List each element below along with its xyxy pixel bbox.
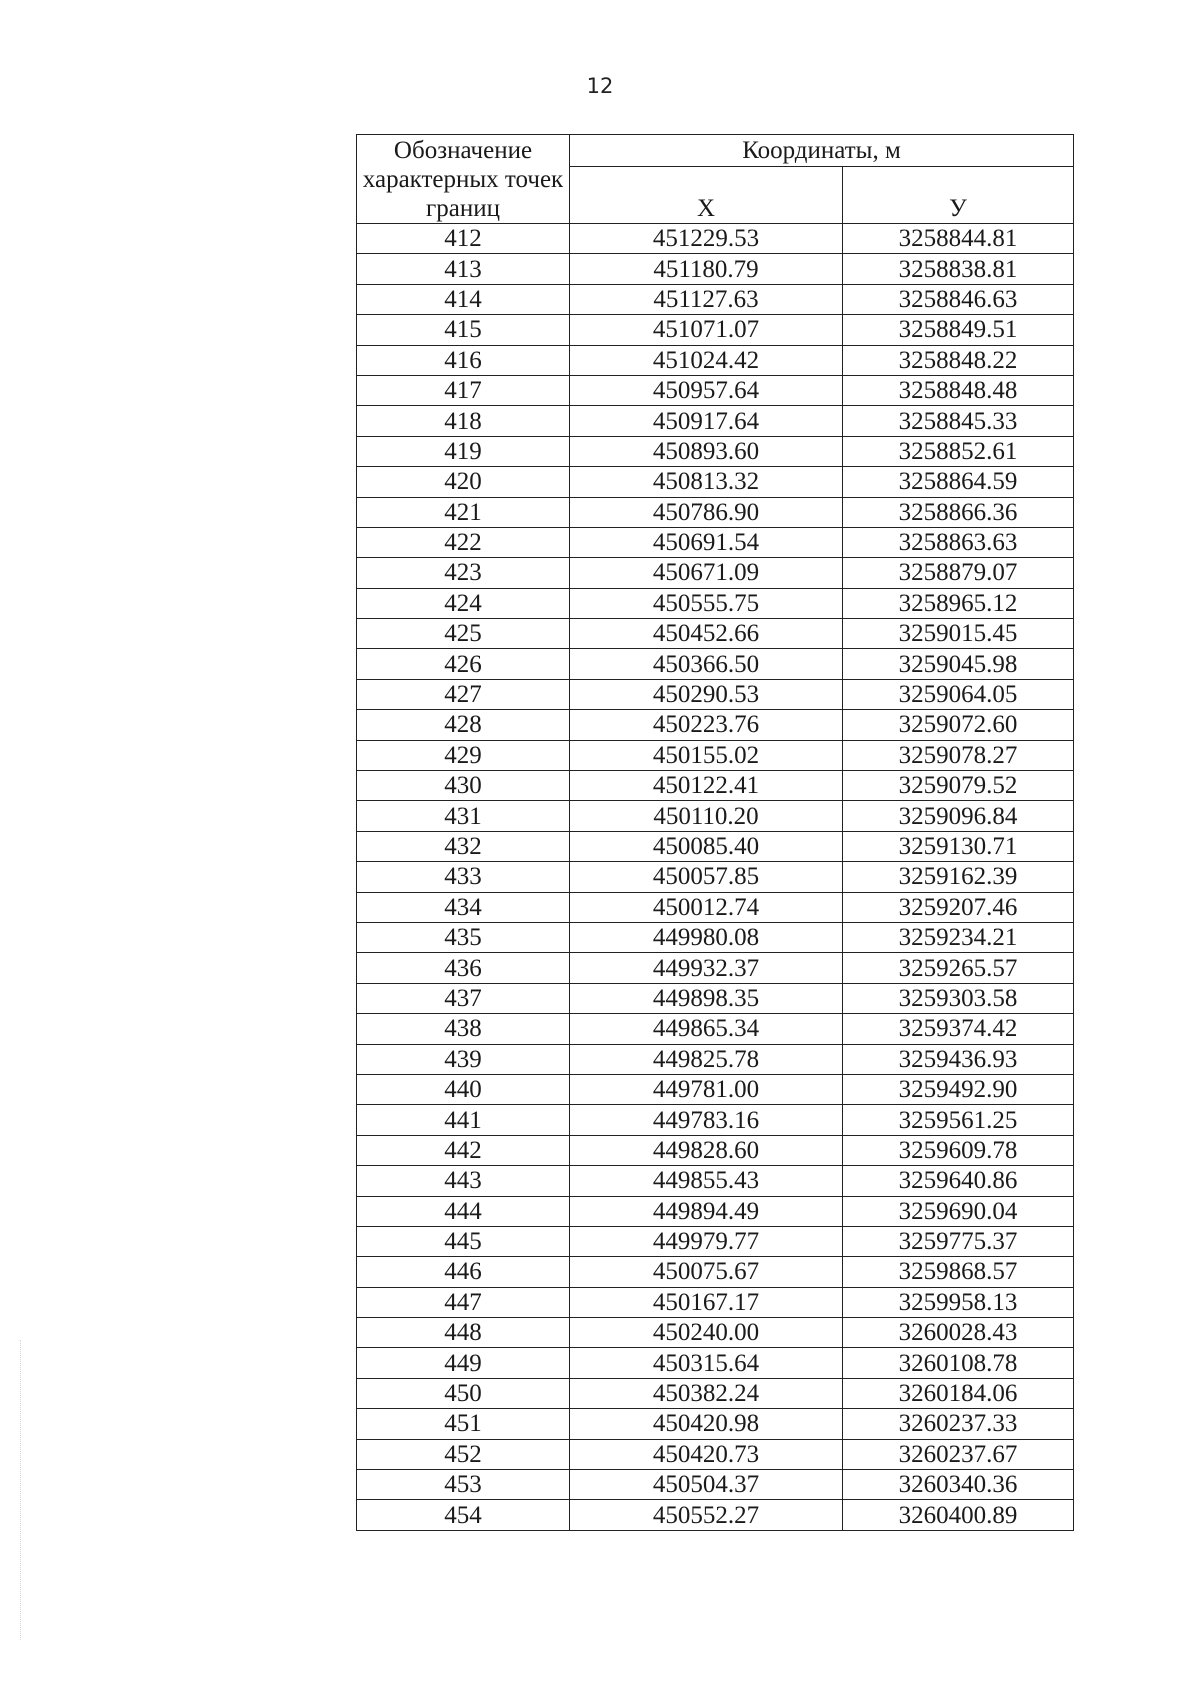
cell-y: 3259374.42 xyxy=(843,1014,1074,1044)
cell-x: 450012.74 xyxy=(570,892,843,922)
table-body xyxy=(357,224,1074,1531)
table-row xyxy=(357,1287,1074,1317)
cell-point: 443 xyxy=(357,1166,570,1196)
cell-x: 450957.64 xyxy=(570,375,843,405)
cell-y: 3258864.59 xyxy=(843,467,1074,497)
cell-y: 3259561.25 xyxy=(843,1105,1074,1135)
coordinates-table xyxy=(356,134,1074,1531)
table-row xyxy=(357,284,1074,314)
table-row xyxy=(357,1378,1074,1408)
cell-y: 3260237.33 xyxy=(843,1409,1074,1439)
cell-y: 3260184.06 xyxy=(843,1378,1074,1408)
cell-x: 451180.79 xyxy=(570,254,843,284)
cell-x: 450085.40 xyxy=(570,831,843,861)
cell-point: 421 xyxy=(357,497,570,527)
cell-point: 434 xyxy=(357,892,570,922)
cell-x: 450122.41 xyxy=(570,771,843,801)
cell-y: 3260340.36 xyxy=(843,1470,1074,1500)
cell-y: 3259234.21 xyxy=(843,922,1074,952)
cell-point: 425 xyxy=(357,619,570,649)
cell-point: 446 xyxy=(357,1257,570,1287)
cell-y: 3258838.81 xyxy=(843,254,1074,284)
table-row xyxy=(357,771,1074,801)
header-coordinates: Координаты, м xyxy=(570,135,1074,167)
cell-y: 3258848.22 xyxy=(843,345,1074,375)
cell-x: 449898.35 xyxy=(570,983,843,1013)
cell-point: 433 xyxy=(357,862,570,892)
table-row xyxy=(357,1409,1074,1439)
cell-point: 438 xyxy=(357,1014,570,1044)
cell-point: 432 xyxy=(357,831,570,861)
cell-point: 436 xyxy=(357,953,570,983)
cell-y: 3258848.48 xyxy=(843,375,1074,405)
table-row xyxy=(357,436,1074,466)
cell-x: 450671.09 xyxy=(570,558,843,588)
scan-artifact xyxy=(20,1340,23,1640)
cell-x: 449783.16 xyxy=(570,1105,843,1135)
cell-y: 3260237.67 xyxy=(843,1439,1074,1469)
cell-x: 450813.32 xyxy=(570,467,843,497)
cell-y: 3259690.04 xyxy=(843,1196,1074,1226)
cell-x: 450504.37 xyxy=(570,1470,843,1500)
cell-y: 3258866.36 xyxy=(843,497,1074,527)
cell-x: 450420.73 xyxy=(570,1439,843,1469)
cell-point: 447 xyxy=(357,1287,570,1317)
table-row xyxy=(357,1348,1074,1378)
cell-point: 440 xyxy=(357,1074,570,1104)
cell-point: 423 xyxy=(357,558,570,588)
cell-x: 449865.34 xyxy=(570,1014,843,1044)
cell-x: 451229.53 xyxy=(570,224,843,254)
table-row xyxy=(357,740,1074,770)
cell-point: 428 xyxy=(357,710,570,740)
cell-point: 419 xyxy=(357,436,570,466)
cell-point: 416 xyxy=(357,345,570,375)
table-row xyxy=(357,892,1074,922)
cell-y: 3259130.71 xyxy=(843,831,1074,861)
cell-point: 414 xyxy=(357,284,570,314)
table-row xyxy=(357,1166,1074,1196)
header-x: Х xyxy=(570,167,843,224)
cell-x: 451071.07 xyxy=(570,315,843,345)
cell-x: 449980.08 xyxy=(570,922,843,952)
cell-point: 429 xyxy=(357,740,570,770)
table-row xyxy=(357,1439,1074,1469)
table-row xyxy=(357,1470,1074,1500)
cell-y: 3259303.58 xyxy=(843,983,1074,1013)
cell-x: 450382.24 xyxy=(570,1378,843,1408)
cell-y: 3259207.46 xyxy=(843,892,1074,922)
cell-y: 3259078.27 xyxy=(843,740,1074,770)
cell-point: 435 xyxy=(357,922,570,952)
cell-y: 3259492.90 xyxy=(843,1074,1074,1104)
table-row xyxy=(357,1257,1074,1287)
cell-point: 415 xyxy=(357,315,570,345)
cell-point: 422 xyxy=(357,527,570,557)
table-row xyxy=(357,558,1074,588)
table-row xyxy=(357,497,1074,527)
cell-x: 449979.77 xyxy=(570,1226,843,1256)
cell-point: 448 xyxy=(357,1318,570,1348)
cell-y: 3259079.52 xyxy=(843,771,1074,801)
cell-y: 3258879.07 xyxy=(843,558,1074,588)
cell-x: 450893.60 xyxy=(570,436,843,466)
cell-x: 451024.42 xyxy=(570,345,843,375)
table-row xyxy=(357,527,1074,557)
table-row xyxy=(357,953,1074,983)
cell-x: 450420.98 xyxy=(570,1409,843,1439)
table-row xyxy=(357,1014,1074,1044)
cell-y: 3259775.37 xyxy=(843,1226,1074,1256)
cell-y: 3259072.60 xyxy=(843,710,1074,740)
cell-x: 449894.49 xyxy=(570,1196,843,1226)
cell-x: 450786.90 xyxy=(570,497,843,527)
table-row xyxy=(357,1074,1074,1104)
cell-y: 3258849.51 xyxy=(843,315,1074,345)
table-row xyxy=(357,1500,1074,1530)
cell-point: 451 xyxy=(357,1409,570,1439)
cell-x: 450240.00 xyxy=(570,1318,843,1348)
table-header xyxy=(357,135,1074,224)
cell-point: 453 xyxy=(357,1470,570,1500)
table-row xyxy=(357,649,1074,679)
cell-x: 450075.67 xyxy=(570,1257,843,1287)
cell-point: 413 xyxy=(357,254,570,284)
cell-point: 431 xyxy=(357,801,570,831)
cell-x: 450167.17 xyxy=(570,1287,843,1317)
table-row xyxy=(357,801,1074,831)
cell-y: 3259868.57 xyxy=(843,1257,1074,1287)
cell-y: 3259265.57 xyxy=(843,953,1074,983)
cell-point: 426 xyxy=(357,649,570,679)
cell-y: 3258965.12 xyxy=(843,588,1074,618)
cell-x: 449825.78 xyxy=(570,1044,843,1074)
cell-y: 3259640.86 xyxy=(843,1166,1074,1196)
cell-y: 3258846.63 xyxy=(843,284,1074,314)
table-row xyxy=(357,1044,1074,1074)
cell-y: 3258852.61 xyxy=(843,436,1074,466)
cell-point: 454 xyxy=(357,1500,570,1530)
cell-x: 450155.02 xyxy=(570,740,843,770)
cell-point: 424 xyxy=(357,588,570,618)
table-row xyxy=(357,983,1074,1013)
cell-point: 439 xyxy=(357,1044,570,1074)
table-row xyxy=(357,254,1074,284)
cell-y: 3259015.45 xyxy=(843,619,1074,649)
cell-x: 450552.27 xyxy=(570,1500,843,1530)
cell-point: 418 xyxy=(357,406,570,436)
table-row xyxy=(357,1318,1074,1348)
cell-y: 3259436.93 xyxy=(843,1044,1074,1074)
cell-point: 430 xyxy=(357,771,570,801)
cell-y: 3260108.78 xyxy=(843,1348,1074,1378)
table-row xyxy=(357,710,1074,740)
cell-point: 452 xyxy=(357,1439,570,1469)
table-row xyxy=(357,224,1074,254)
cell-y: 3258845.33 xyxy=(843,406,1074,436)
cell-point: 441 xyxy=(357,1105,570,1135)
table-row xyxy=(357,619,1074,649)
cell-x: 450290.53 xyxy=(570,679,843,709)
cell-point: 445 xyxy=(357,1226,570,1256)
cell-x: 450452.66 xyxy=(570,619,843,649)
cell-x: 450223.76 xyxy=(570,710,843,740)
table-row xyxy=(357,1196,1074,1226)
cell-x: 450057.85 xyxy=(570,862,843,892)
cell-point: 417 xyxy=(357,375,570,405)
cell-point: 450 xyxy=(357,1378,570,1408)
table-row xyxy=(357,1226,1074,1256)
cell-x: 450555.75 xyxy=(570,588,843,618)
cell-point: 449 xyxy=(357,1348,570,1378)
cell-x: 449781.00 xyxy=(570,1074,843,1104)
header-point-designation: Обозначение характерных точек границ xyxy=(357,135,570,224)
cell-x: 450110.20 xyxy=(570,801,843,831)
table-row xyxy=(357,862,1074,892)
cell-y: 3259162.39 xyxy=(843,862,1074,892)
cell-x: 449932.37 xyxy=(570,953,843,983)
cell-point: 444 xyxy=(357,1196,570,1226)
table-row xyxy=(357,406,1074,436)
table-row xyxy=(357,679,1074,709)
page-number: 12 xyxy=(586,74,614,98)
table-row xyxy=(357,831,1074,861)
cell-y: 3259045.98 xyxy=(843,649,1074,679)
cell-point: 420 xyxy=(357,467,570,497)
cell-y: 3259958.13 xyxy=(843,1287,1074,1317)
cell-point: 437 xyxy=(357,983,570,1013)
table-row xyxy=(357,588,1074,618)
cell-y: 3259064.05 xyxy=(843,679,1074,709)
table-row xyxy=(357,375,1074,405)
cell-y: 3259096.84 xyxy=(843,801,1074,831)
cell-x: 450315.64 xyxy=(570,1348,843,1378)
cell-x: 450917.64 xyxy=(570,406,843,436)
cell-point: 412 xyxy=(357,224,570,254)
table-row xyxy=(357,315,1074,345)
cell-y: 3259609.78 xyxy=(843,1135,1074,1165)
header-y: У xyxy=(843,167,1074,224)
cell-x: 450366.50 xyxy=(570,649,843,679)
cell-x: 450691.54 xyxy=(570,527,843,557)
table-row xyxy=(357,1135,1074,1165)
table-row xyxy=(357,345,1074,375)
table-row xyxy=(357,467,1074,497)
cell-x: 451127.63 xyxy=(570,284,843,314)
cell-y: 3260400.89 xyxy=(843,1500,1074,1530)
table-row xyxy=(357,1105,1074,1135)
cell-y: 3258863.63 xyxy=(843,527,1074,557)
cell-y: 3258844.81 xyxy=(843,224,1074,254)
cell-point: 442 xyxy=(357,1135,570,1165)
cell-x: 449828.60 xyxy=(570,1135,843,1165)
cell-point: 427 xyxy=(357,679,570,709)
cell-y: 3260028.43 xyxy=(843,1318,1074,1348)
cell-x: 449855.43 xyxy=(570,1166,843,1196)
table-row xyxy=(357,922,1074,952)
